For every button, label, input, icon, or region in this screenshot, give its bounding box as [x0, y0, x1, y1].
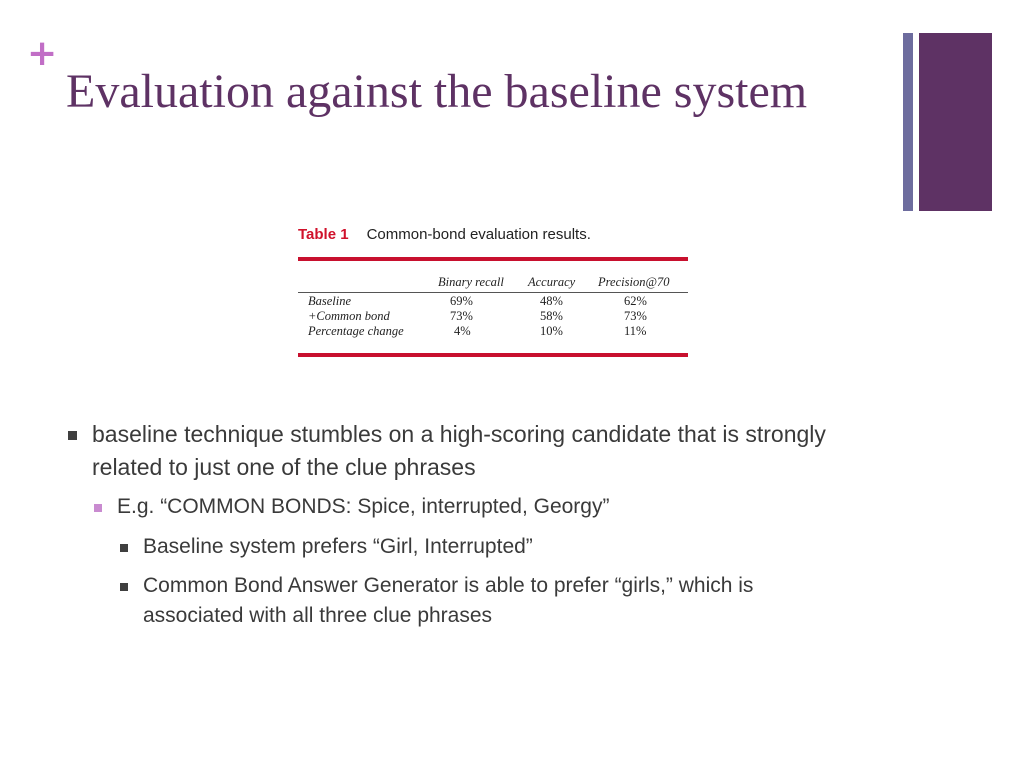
plus-icon: + — [27, 33, 58, 74]
row-label-common-bond: +Common bond — [308, 309, 390, 323]
col-header-precision: Precision@70 — [598, 275, 670, 289]
bullet-level-2: E.g. “COMMON BONDS: Spice, interrupted, Georgy” — [117, 495, 610, 518]
table-caption — [298, 226, 690, 248]
col-header-binary-recall: Binary recall — [438, 275, 504, 289]
square-bullet-icon — [120, 583, 128, 591]
cell-baseline-accuracy: 48% — [540, 294, 563, 308]
table-caption-text: Common-bond evaluation results. — [366, 226, 591, 243]
square-bullet-icon — [68, 431, 77, 440]
decorative-bar-light — [903, 33, 913, 211]
row-label-percentage-change: Percentage change — [308, 324, 404, 338]
cell-baseline-precision: 62% — [624, 294, 647, 308]
square-bullet-icon — [94, 504, 102, 512]
results-table — [298, 226, 690, 338]
bullet-level-3: Baseline system prefers “Girl, Interrupted” — [143, 535, 533, 558]
table-label: Table 1 — [298, 226, 349, 243]
cell-common-bond-accuracy: 58% — [540, 309, 563, 323]
cell-common-bond-binary-recall: 73% — [450, 309, 473, 323]
cell-common-bond-precision: 73% — [624, 309, 647, 323]
slide-title: Evaluation against the baseline system — [66, 65, 808, 118]
cell-change-binary-recall: 4% — [454, 324, 471, 338]
decorative-bar-dark — [919, 33, 992, 211]
bullet-level-3: Common Bond Answer Generator is able to prefer “girls,” which is associated with all three clue phrases — [143, 574, 754, 627]
square-bullet-icon — [120, 544, 128, 552]
col-header-accuracy: Accuracy — [528, 275, 576, 289]
table-top-rule — [298, 257, 688, 261]
row-label-baseline: Baseline — [308, 294, 352, 308]
cell-change-precision: 11% — [624, 324, 647, 338]
table-bottom-rule — [298, 353, 688, 357]
bullet-level-1: baseline technique stumbles on a high-scoring candidate that is strongly related to just one of the clue phrases — [92, 421, 826, 480]
table-header-rule — [298, 292, 688, 293]
cell-change-accuracy: 10% — [540, 324, 563, 338]
cell-baseline-binary-recall: 69% — [450, 294, 473, 308]
